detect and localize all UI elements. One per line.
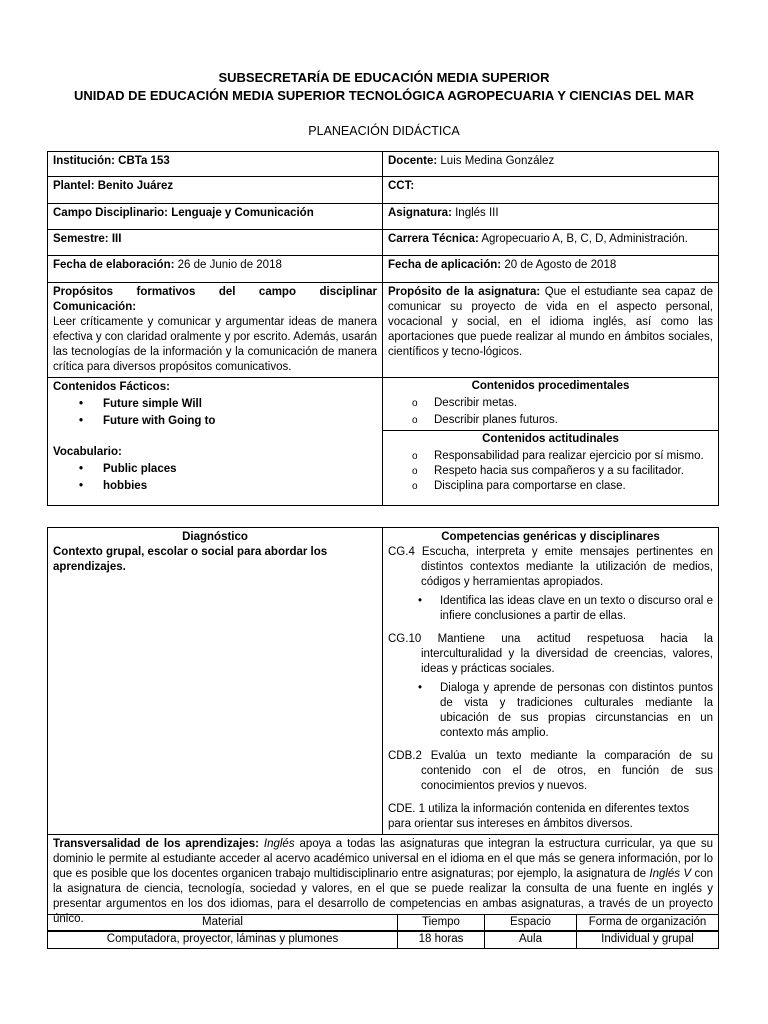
campo-cell: Campo Disciplinario: Lenguaje y Comunicación xyxy=(48,204,383,230)
cg4-text: CG.4 Escucha, interpreta y emite mensajes pertinentes en distintos contextos mediante la utilización de medios, códigos y herramientas apropiados. xyxy=(388,546,713,588)
cdb2-text: CDB.2 Evalúa un texto mediante la comparación de su contenido con el de otros, en función de sus conocimientos previos y nuevos. xyxy=(388,750,713,792)
actitudinal-item: o Responsabilidad para realizar ejercicio por sí mismo. xyxy=(388,449,713,464)
forma-value: Individual y grupal xyxy=(577,932,719,949)
competencias-heading: Competencias genéricas y disciplinares xyxy=(441,531,660,543)
cg4-sub: • Identifica las ideas clave en un texto o discurso oral e infiere conclusiones a partir de ellas. xyxy=(388,594,713,624)
asignatura-cell: Asignatura: Inglés III xyxy=(383,204,719,230)
cde1-text: CDE. 1 utiliza la información contenida en diferentes textos para orientar sus intereses en ámbitos diversos. xyxy=(388,803,690,830)
proposito-asignatura-cell: Propósito de la asignatura: Que el estudiante sea capaz de comunicar su proyecto de vida en el aspecto personal, vocacional y social, en el idioma inglés, así como las aportaciones que puede realizar al mundo en ámbitos sociales, científicos y tecno-lógicos. xyxy=(383,283,719,378)
competencias-table xyxy=(47,527,719,931)
contenidos-cell xyxy=(383,378,719,506)
header-tiempo: Tiempo xyxy=(398,915,485,932)
diagnostico-heading: Diagnóstico xyxy=(182,531,248,543)
transversalidad-cell: Transversalidad de los aprendizajes: Inglés apoya a todas las asignaturas que integran la estructura curricular, ya que su dominio le permite al estudiante acceder al acervo académico universal en el idioma en el que más se genera información, por lo que es posible que los docentes organicen trabajo multidisciplinario entre asignaturas; por ejemplo, la asignatura de Inglés V con la asignatura de ciencia, tecnología, sociedad y valores, en el que se puede realizar la consulta de una fuente en inglés y presentar argumentos en los dos idiomas, para el desarrollo de competencias en ambas asignaturas, a través de un proyecto único. xyxy=(48,835,719,931)
procedimentales-heading: Contenidos procedimentales xyxy=(471,380,630,392)
actitudinal-item: o Respeto hacia sus compañeros y a su facilitador. xyxy=(388,464,713,479)
propositos-cell: Propósitos formativos del campo disciplinar Comunicación: Leer críticamente y comunicar y argumentar ideas de manera efectiva y con claridad oralmente y por escrito. Además, usarán las tecnologías de la información y la comunicación de manera crítica para diversos propósitos comunicativos. xyxy=(48,283,383,378)
fecha-aplicacion-cell: Fecha de aplicación: 20 de Agosto de 2018 xyxy=(383,256,719,283)
contenidos-facticos-cell: Contenidos Fácticos: • Future simple Will • Future with Going to Vocabulario: • Public places • hobbies xyxy=(48,378,383,506)
cg10-sub: • Dialoga y aprende de personas con distintos puntos de vista y tradiciones culturales mediante la ubicación de sus propias circunstancias en un contexto más amplio. xyxy=(388,681,713,741)
header-line-2: UNIDAD DE EDUCACIÓN MEDIA SUPERIOR TECNOLÓGICA AGROPECUARIA Y CIENCIAS DEL MAR xyxy=(74,88,694,103)
info-table xyxy=(47,151,719,506)
plantel-cell: Plantel: Benito Juárez xyxy=(48,177,383,204)
header-forma: Forma de organización xyxy=(577,915,719,932)
carrera-cell: Carrera Técnica: Agropecuario A, B, C, D, Administración. xyxy=(383,230,719,256)
cg10-text: CG.10 Mantiene una actitud respetuosa hacia la interculturalidad y la diversidad de creencias, valores, ideas y prácticas sociales. xyxy=(388,633,713,675)
header-espacio: Espacio xyxy=(485,915,577,932)
recursos-table xyxy=(47,914,719,949)
espacio-value: Aula xyxy=(485,932,577,949)
fecha-elaboracion-cell: Fecha de elaboración: 26 de Junio de 2018 xyxy=(48,256,383,283)
factico-item: • Future with Going to xyxy=(53,414,377,429)
diagnostico-text: Contexto grupal, escolar o social para abordar los aprendizajes. xyxy=(53,546,328,573)
docente-cell: Docente: Luis Medina González xyxy=(383,152,719,177)
semestre-cell: Semestre: III xyxy=(48,230,383,256)
procedimental-item: o Describir metas. xyxy=(388,396,713,411)
vocab-item: • hobbies xyxy=(53,479,377,494)
material-value: Computadora, proyector, láminas y plumones xyxy=(48,932,398,949)
cct-cell: CCT: xyxy=(383,177,719,204)
tiempo-value: 18 horas xyxy=(398,932,485,949)
vocab-item: • Public places xyxy=(53,462,377,477)
header-line-1: SUBSECRETARÍA DE EDUCACIÓN MEDIA SUPERIOR xyxy=(218,70,550,85)
actitudinal-item: o Disciplina para comportarse en clase. xyxy=(388,479,713,494)
competencias-cell xyxy=(383,528,719,835)
document-title: PLANEACIÓN DIDÁCTICA xyxy=(308,124,460,138)
actitudinales-heading: Contenidos actitudinales xyxy=(383,430,718,448)
procedimental-item: o Describir planes futuros. xyxy=(388,413,713,428)
factico-item: • Future simple Will xyxy=(53,397,377,412)
institucion-cell: Institución: CBTa 153 xyxy=(48,152,383,177)
header-material: Material xyxy=(48,915,398,932)
diagnostico-cell xyxy=(48,528,383,835)
